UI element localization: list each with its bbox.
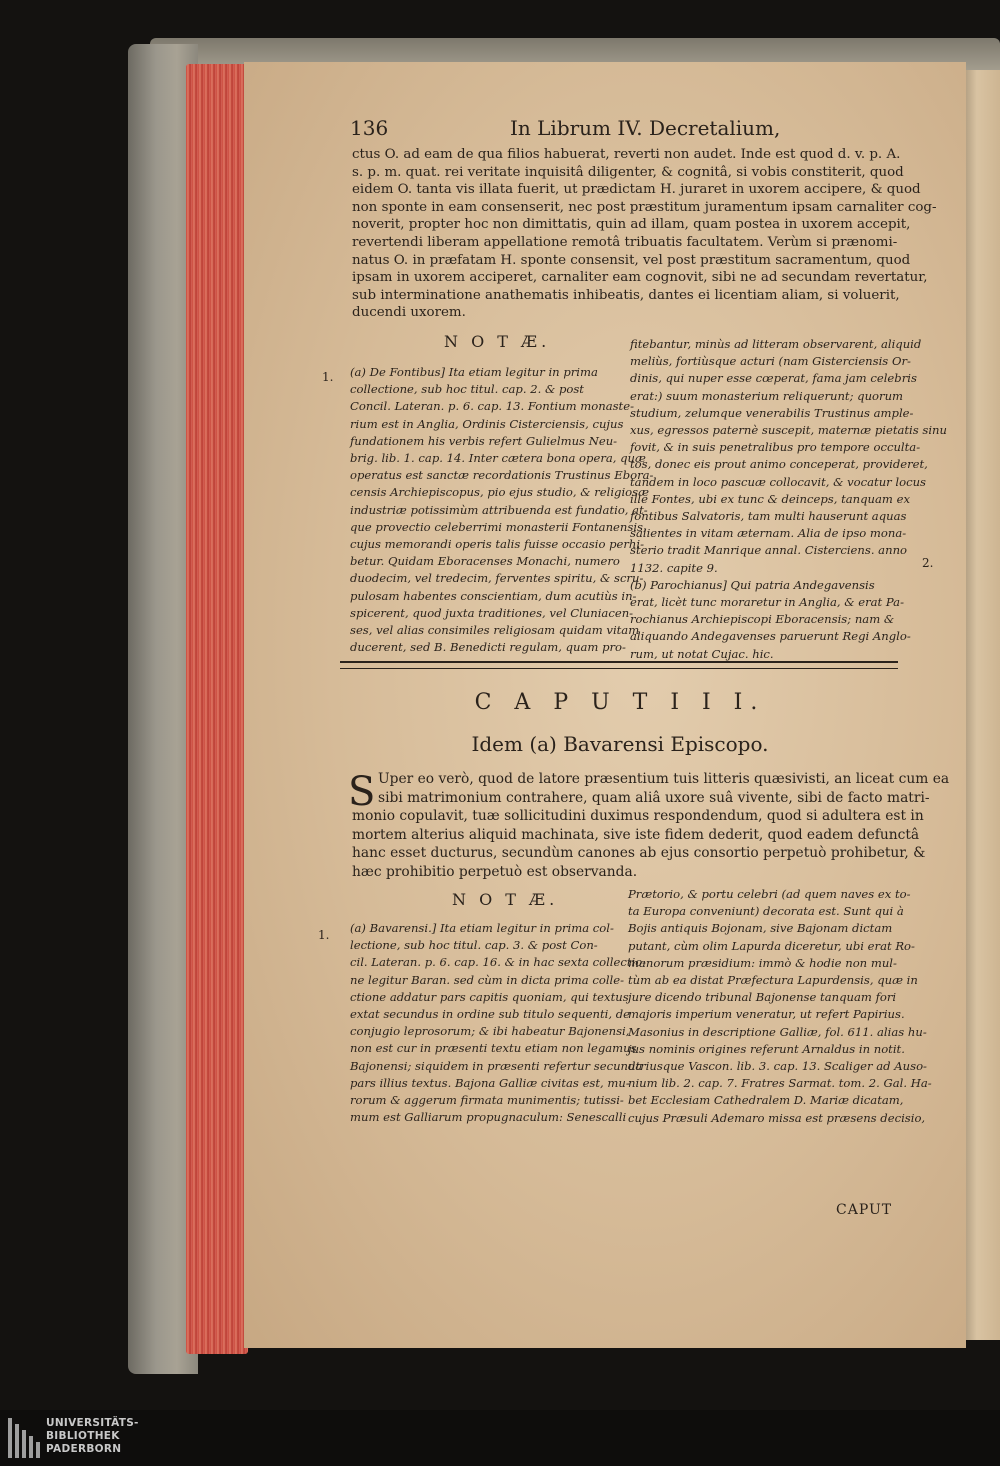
note-line: collectione, sub hoc titul. cap. 2. & post [350, 382, 584, 397]
text-line: noverit, propter hoc non dimittatis, quin ad illam, quam postea in uxorem accepit, [352, 217, 911, 233]
note-line: majoris imperium veneratur, ut refert Papirius. [628, 1007, 905, 1022]
notae-2-left-column [350, 920, 647, 1126]
note-line: operatus est sanctæ recordationis Trustinus Ebora- [350, 468, 654, 483]
text-line: s. p. m. quat. rei veritate inquisitâ diligenter, & cognitâ, si vobis constiterit, quod [352, 164, 904, 180]
text-line: ipsam in uxorem acciperet, carnaliter eam cognovit, sibi ne ad secundam revertatur, [352, 270, 928, 286]
logo-line: BIBLIOTHEK [46, 1430, 120, 1442]
note-line: brig. lib. 1. cap. 14. Inter cætera bona opera, quæ [350, 451, 646, 466]
note-line: ille Fontes, ubi ex tunc & deinceps, tanquam ex [630, 491, 910, 506]
logo-line: UNIVERSITÄTS- [46, 1417, 139, 1429]
note-line: rorum & aggerum firmata munimentis; tutissi- [350, 1093, 624, 1108]
note-line: que provectio celeberrimi monasterii Fontanensis, [350, 519, 647, 534]
note-line: cujus Præsuli Ademaro missa est præsens decisio, [628, 1110, 926, 1125]
note-line: rum, ut notat Cujac. hic. [630, 646, 774, 661]
library-logo-text [46, 1417, 139, 1456]
note-line: jus nominis origines referunt Arnaldus in notit. [628, 1041, 905, 1056]
text-line: hanc esset ducturus, secundùm canones ab ejus consortio perpetuò prohibetur, & [352, 845, 926, 862]
caput-title: C A P U T I I I. [474, 690, 766, 715]
text-line: ctus O. ad eam de qua filios habuerat, reverti non audet. Inde est quod d. v. p. A. [352, 147, 901, 162]
note-line: xus, egressos paternè suscepit, maternæ pietatis sinu [630, 423, 947, 438]
text-line: sub interminatione anathematis inhibeatis, dantes ei licentiam aliam, si voluerit, [352, 287, 900, 303]
text-line: monio copulavit, tuæ sollicitudini duximus respondendum, quod si adultera est in [352, 808, 924, 825]
note-line: lectione, sub hoc titul. cap. 3. & post Con- [350, 938, 598, 953]
running-title: In Librum IV. Decretalium, [510, 116, 781, 140]
note-line: conjugio leprosorum; & ibi habeatur Bajonensi, [350, 1024, 630, 1039]
main-text-block [352, 146, 937, 322]
note-line: non est cur in præsenti textu etiam non legamus [350, 1041, 637, 1056]
note-line: dinis, qui nuper esse cœperat, fama jam celebris [630, 371, 917, 386]
note-line: duodecim, vel tredecim, ferventes spiritu, & scru- [350, 571, 644, 586]
note-line: Bojis antiquis Bojonam, sive Bajonam dictam [628, 921, 893, 936]
note-line: pars illius textus. Bajona Galliæ civitas est, mu- [350, 1075, 630, 1090]
note-line: (a) Bavarensi.] Ita etiam legitur in prima col- [350, 921, 614, 935]
notae-heading-2: N O T Æ. [452, 890, 559, 909]
logo-line: PADERBORN [46, 1443, 122, 1455]
drop-cap-s: S [348, 769, 376, 815]
note-line: nium lib. 2. cap. 7. Fratres Sarmat. tom. 2. Gal. Ha- [628, 1076, 932, 1091]
note-line: sterio tradit Manrique annal. Cisterciens. anno [630, 543, 908, 558]
note-line: bet Ecclesiam Cathedralem D. Mariæ dicatam, [628, 1093, 904, 1108]
note-line: ta Europa conveniunt) decorata est. Sunt qui à [628, 904, 904, 919]
text-line: eidem O. tanta vis illata fuerit, ut prædictam H. juraret in uxorem accipere, & quod [352, 182, 921, 198]
note-line: utriusque Vascon. lib. 3. cap. 13. Scaliger ad Auso- [628, 1059, 927, 1074]
note-line: fovit, & in suis penetralibus pro tempore occulta- [630, 440, 921, 455]
catchword: CAPUT [836, 1202, 893, 1218]
text-line: sibi matrimonium contrahere, quam aliâ uxore suâ vivente, sibi de facto matri- [378, 789, 930, 806]
running-head [350, 116, 910, 146]
caput-text-block [352, 770, 950, 882]
notae-1-left-column [350, 364, 654, 656]
page-number: 136 [350, 116, 389, 140]
note-line: industriæ potissimùm attribuenda est fundatio, at- [350, 502, 648, 517]
note-line: erat:) suum monasterium reliquerunt; quorum [630, 388, 904, 403]
caput-subtitle: Idem (a) Bavarensi Episcopo. [471, 732, 769, 756]
note-line: spicerent, quod juxta traditiones, vel Cluniacen- [350, 605, 634, 620]
note-line: 1132. capite 9. [630, 560, 718, 575]
note-line: Masonius in descriptione Galliæ, fol. 611. alias hu- [628, 1024, 927, 1039]
note-line: (a) De Fontibus] Ita etiam legitur in prima [350, 365, 598, 379]
note-line: rium est in Anglia, Ordinis Cisterciensis, cujus [350, 416, 624, 431]
note-line: pulosam habentes conscientiam, dum acutiùs in- [350, 588, 637, 603]
note-line: Bajonensi; siquidem in præsenti refertur secunda [350, 1058, 643, 1073]
note-line: (b) Parochianus] Qui patria Andegavensis [630, 577, 875, 592]
note-line: Prætorio, & portu celebri (ad quem naves ex to- [628, 887, 911, 901]
note-line: extat secundus in ordine sub titulo sequenti, de [350, 1007, 631, 1022]
note-line: erat, licèt tunc moraretur in Anglia, & erat Pa- [630, 595, 905, 610]
text-line: mortem alterius aliquid machinata, sive iste fidem dederit, quod eadem defunctâ [352, 826, 920, 843]
notae-1-right-column [630, 336, 947, 663]
text-line: hæc prohibitio perpetuò est observanda. [352, 863, 638, 880]
note-line: betur. Quidam Eboracenses Monachi, numero [350, 554, 620, 569]
note-line: ctione addatur pars capitis quoniam, qui textus [350, 989, 629, 1004]
note-line: rochianus Archiepiscopi Eboracensis; nam & [630, 612, 895, 627]
note-line: fontibus Salvatoris, tam multi hauserunt aquas [630, 509, 907, 524]
note-line: fundationem his verbis refert Gulielmus Neu- [350, 433, 618, 448]
note-line: aliquando Andegavenses paruerunt Regi Anglo- [630, 629, 911, 644]
text-line: ducendi uxorem. [352, 305, 466, 321]
bars-logo-icon [8, 1418, 40, 1458]
note-line: studium, zelumque venerabilis Trustinus ample- [630, 405, 914, 420]
notae-2-right-column [628, 886, 932, 1127]
red-page-edges [186, 64, 248, 1354]
note-line: ducerent, sed B. Benedicti regulam, quam pro- [350, 640, 626, 655]
margin-note-number-1: 1. [322, 370, 334, 384]
text-line: non sponte in eam consenserit, nec post præstitum juramentum ipsam carnaliter cog- [352, 199, 937, 215]
note-line: ne legitur Baran. sed cùm in dicta prima colle- [350, 972, 625, 987]
note-line: salientes in vitam æternam. Alia de ipso mona- [630, 526, 907, 541]
note-line: meliùs, fortiùsque acturi (nam Gisterciensis Or- [630, 354, 911, 369]
note-line: mum est Galliarum propugnaculum: Senescalli [350, 1110, 627, 1125]
note-line: jure dicendo tribunal Bajonense tanquam fori [628, 990, 897, 1005]
notae-heading-1: N O T Æ. [444, 332, 551, 351]
footer-bar [0, 1410, 1000, 1466]
margin-note-number-2: 2. [922, 556, 934, 570]
text-line: revertendi liberam appellatione remotâ tribuatis facultatem. Verùm si prænomi- [352, 234, 898, 250]
note-line: censis Archiepiscopus, pio ejus studio, & religiosæ [350, 485, 650, 500]
note-line: manorum præsidium: immò & hodie non mul- [628, 955, 897, 970]
section-divider-rule [340, 661, 898, 669]
note-line: fitebantur, minùs ad litteram observarent, aliquid [630, 337, 922, 351]
margin-note-number-3: 1. [318, 928, 330, 942]
note-line: cil. Lateran. p. 6. cap. 16. & in hac sexta collectio- [350, 955, 647, 970]
note-line: cujus memorandi operis talis fuisse occasio perhi- [350, 537, 645, 552]
note-line: putant, cùm olim Lapurda diceretur, ubi erat Ro- [628, 938, 915, 953]
note-line: Concil. Lateran. p. 6. cap. 13. Fontium monaste- [350, 399, 634, 414]
note-line: tùm ab ea distat Præfectura Lapurdensis, quæ in [628, 973, 918, 988]
note-line: ses, vel alias consimiles religiosam quidam vitam [350, 623, 640, 638]
text-line: natus O. in præfatam H. sponte consensit, vel post præstitum sacramentum, quod [352, 252, 911, 268]
text-line: Uper eo verò, quod de latore præsentium tuis litteris quæsivisti, an liceat cum ea [378, 771, 950, 787]
note-line: tos, donec eis prout animo conceperat, provideret, [630, 457, 928, 472]
note-line: tandem in loco pascuæ collocavit, & vocatur locus [630, 474, 926, 489]
